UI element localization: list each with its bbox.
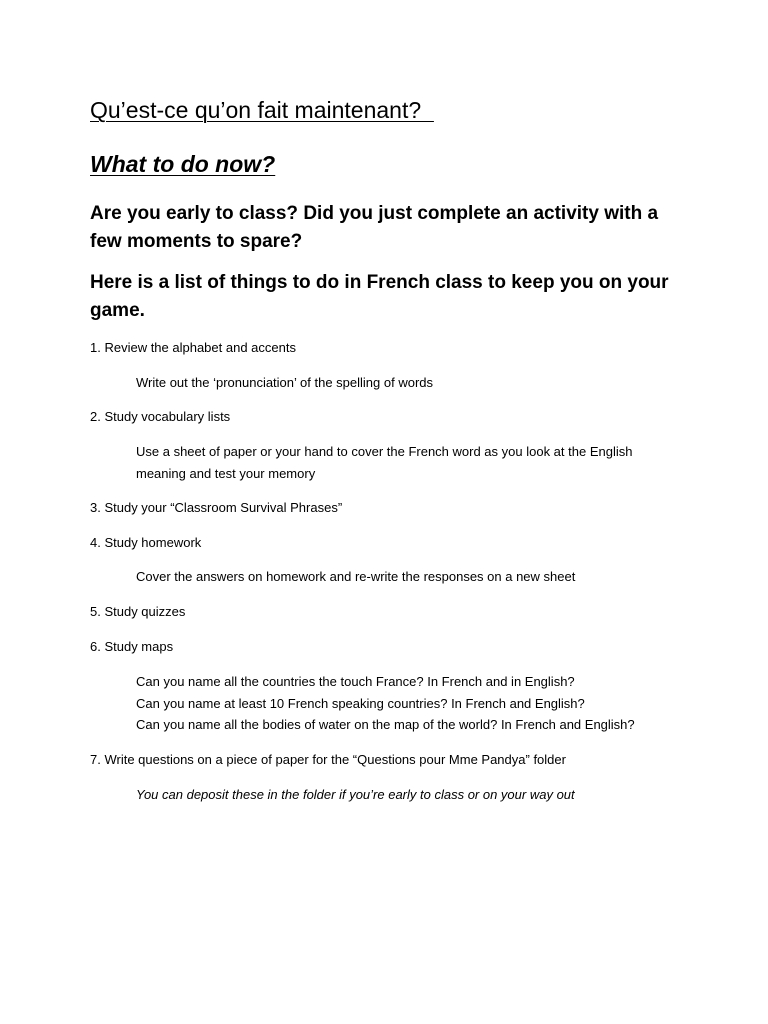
- list-item-detail: Write out the ‘pronunciation’ of the spelling of words: [136, 375, 434, 390]
- page-subtitle: What to do now?: [90, 151, 276, 177]
- list-item: 5. Study quizzes: [90, 604, 186, 619]
- intro-paragraph: Here is a list of things to do in French class to keep you on your game.: [90, 272, 669, 321]
- list-item: 6. Study maps: [90, 639, 174, 654]
- list-item: 4. Study homework: [90, 535, 202, 550]
- page-title: Qu’est-ce qu’on fait maintenant?: [90, 97, 434, 123]
- list-item: 1. Review the alphabet and accents: [90, 340, 296, 355]
- list-item-detail: You can deposit these in the folder if you’re early to class or on your way out: [136, 787, 575, 802]
- list-item: 2. Study vocabulary lists: [90, 409, 231, 424]
- list-item-detail: Cover the answers on homework and re-write the responses on a new sheet: [136, 569, 576, 584]
- list-item: 3. Study your “Classroom Survival Phrases”: [90, 500, 343, 515]
- list-item-detail: Can you name at least 10 French speaking countries? In French and English?: [136, 696, 585, 711]
- list-item: 7. Write questions on a piece of paper for the “Questions pour Mme Pandya” folder: [90, 752, 566, 767]
- list-item-detail: Use a sheet of paper or your hand to cover the French word as you look at the English meaning and test your memory: [136, 444, 633, 481]
- list-item-detail: Can you name all the countries the touch France? In French and in English?: [136, 674, 575, 689]
- intro-paragraph: Are you early to class? Did you just complete an activity with a few moments to spare?: [90, 203, 659, 252]
- list-item-detail: Can you name all the bodies of water on the map of the world? In French and English?: [136, 717, 635, 732]
